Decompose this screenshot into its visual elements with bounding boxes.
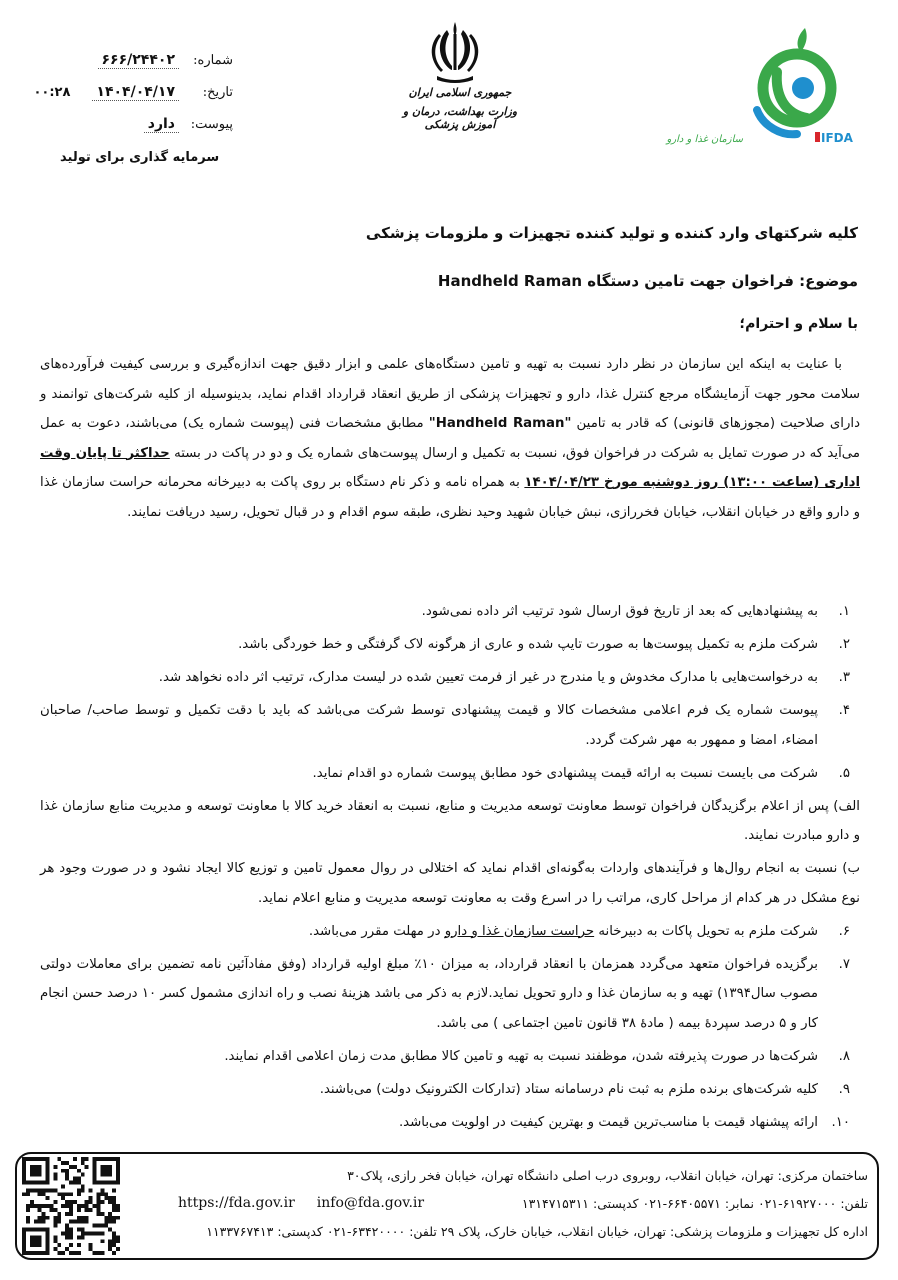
list-item: ۱۰. ارائه پیشنهاد قیمت با مناسب‌ترین قیمت و بهترین کیفیت در اولویت می‌باشد.	[398, 1114, 850, 1130]
device-name: "Handheld Raman"	[428, 416, 572, 431]
fda-logo-text: سازمان غذا و دارو	[666, 134, 743, 145]
conditions-list	[40, 597, 860, 1141]
list-item: ۹. کلیه شرکت‌های برنده ملزم به ثبت نام درسامانه ستاد (تدارکات الکترونیک دولت) می‌باشند.	[319, 1081, 850, 1097]
list-item: ۷. برگزیده فراخوان متعهد می‌گردد همزمان با انعقاد قرارداد، به میزان ۱۰٪ مبلغ اولیه قرارداد (وفق مفادآئین نامه تضمین برای معاملات دولتی مصوب سال۱۳۹۴) تهیه و به سازمان غذا و دارو تحویل نماید.لازم به ذکر می باشد هزینهٔ نصب و راه اندازی مشمول کسر ۱۰ درصد حسن انجام کار و ۵ درصد سپردهٔ بیمه ( مادهٔ ۳۸ قانون تامین اجتماعی ) می باشد.	[40, 956, 850, 1031]
ministry-title	[385, 86, 535, 131]
subject-line: موضوع: فراخوان جهت تامین دستگاه Handheld Raman	[437, 272, 858, 290]
ministry-line-1: جمهوری اسلامی ایران	[408, 86, 512, 99]
security-office: حراست سازمان غذا و دارو	[444, 923, 595, 939]
list-item: ۸. شرکت‌ها در صورت پذیرفته شدن، موظفند نسبت به تهیه و تامین کالا مطابق مدت زمان اعلامی اقدام نمایند.	[224, 1048, 850, 1064]
email-link[interactable]: info@fda.gov.ir	[316, 1195, 425, 1211]
list-item: ۶. شرکت ملزم به تحویل پاکات به دبیرخانه حراست سازمان غذا و دارو در مهلت مقرر می‌باشد.	[308, 923, 850, 939]
attachment-value: دارد	[144, 116, 179, 133]
date-value: ۱۴۰۴/۰۴/۱۷	[92, 84, 179, 101]
sub-item-a: الف) پس از اعلام برگزیدگان فراخوان توسط معاونت توسعه مدیریت و منابع، نسبت به انعقاد خرید کالا با معاونت توسعه و مدیریت منابع سازمان غذا و دارو مبادرت نمایند.	[40, 798, 860, 843]
addressee: کلیه شرکتهای وارد کننده و تولید کننده تجهیزات و ملزومات پزشکی	[365, 224, 858, 242]
main-paragraph	[40, 350, 860, 527]
deadline: حداکثر تا پایان وقت اداری (ساعت ۱۳:۰۰) روز دوشنبه مورخ ۱۴۰۴/۰۴/۲۳	[40, 445, 861, 490]
fda-logo	[666, 22, 860, 152]
sub-item-b: ب) نسبت به انجام روال‌ها و فرآیندهای واردات به‌گونه‌ای اقدام نماید که اختلالی در روال معمول تامین و توزیع کالا ایجاد نشود و در صورت وجود هر نوع مشکل در هر کدام از مراحل کاری، مراتب را در اسرع وقت به معاونت توسعه مدیریت و منابع اعلام نماید.	[40, 861, 860, 906]
number-row	[0, 52, 235, 84]
letter-meta	[0, 52, 235, 148]
para-part-2: مطابق مشخصات فنی (پیوست شماره یک) می‌باشند، دعوت به عمل می‌آید که در صورت تمایل به شرکت در فراخوان فوق، نسبت به تکمیل و ارسال پیوست‌های شماره یک و دو در پاکت در بسته	[40, 416, 860, 461]
footer-office: اداره کل تجهیزات و ملزومات پزشکی: تهران، خیابان انقلاب، خیابان خارک، پلاک ۲۹ تلفن: ۶۳۴۲۰۰۰۰-۰۲۱ کدپستی: ۱۱۳۳۷۶۷۴۱۳	[206, 1224, 868, 1239]
para-part-1: با عنایت به اینکه این سازمان در نظر دارد نسبت به تهیه و تامین دستگاه‌های علمی و ابزار دقیق جهت اندازه‌گیری و بررسی کیفیت فرآورده‌های سلامت محور جهت آزمایشگاه مرجع کنترل غذا، دارو و تجهیزات پزشکی از طریق انعقاد قرارداد اقدام نماید، بدینوسیله از کلیه شرکت‌های توانمند و دارای صلاحیت (مجوزهای قانونی) که قادر به تامین	[40, 357, 860, 431]
date-label: تاریخ:	[202, 85, 233, 100]
qr-code-icon[interactable]	[22, 1157, 120, 1255]
attachment-label: پیوست:	[190, 117, 233, 132]
list-item: ۳. به درخواست‌هایی با مدارک مخدوش و یا مندرج در غیر از فرمت تعیین شده در لیست مدارک، ترتیب اثر داده نخواهد شد.	[158, 670, 850, 685]
ministry-line-2: وزارت بهداشت، درمان و آموزش پزشکی	[402, 105, 518, 131]
salutation: با سلام و احترام؛	[739, 316, 858, 332]
attachment-row	[0, 116, 235, 148]
list-item: ۲. شرکت ملزم به تکمیل پیوست‌ها به صورت تایپ شده و عاری از هرگونه لاک گرفتگی و خط خوردگی باشد.	[238, 637, 850, 652]
list-item: ۱. به پیشنهادهایی که بعد از تاریخ فوق ارسال شود ترتیب اثر داده نمی‌شود.	[421, 604, 850, 619]
list-item: ۵. شرکت می بایست نسبت به ارائه قیمت پیشنهادی خود مطابق پیوست شماره دو اقدام نماید.	[312, 765, 850, 781]
para-part-3: به همراه نامه و ذکر نام دستگاه بر روی پاکت به دبیرخانه محرمانه حراست سازمان غذا و دارو واقع در خیابان انقلاب، خیابان فخررازی، نبش خیابان شهید وحید نظری، طبقه سوم اقدام و در قبال تحویل، رسید دریافت نمایند.	[40, 475, 860, 520]
fda-logo-abbr: IFDA	[821, 131, 853, 145]
number-value: ۶۶۶/۲۴۴۰۲	[98, 52, 179, 69]
time-value: ۰۰:۲۸	[33, 85, 71, 100]
footer-web	[178, 1195, 446, 1211]
footer-phones: تلفن: ۶۱۹۲۷۰۰۰-۰۲۱ نمابر: ۶۶۴۰۵۵۷۱-۰۲۱ کدپستی: ۱۳۱۴۷۱۵۳۱۱	[521, 1196, 868, 1211]
date-row	[0, 84, 235, 116]
year-slogan: سرمایه گذاری برای تولید	[60, 150, 220, 165]
website-link[interactable]: https://fda.gov.ir	[178, 1195, 295, 1211]
iran-emblem-icon	[425, 20, 485, 86]
list-item: ۴. پیوست شماره یک فرم اعلامی مشخصات کالا و قیمت پیشنهادی توسط شرکت می‌باشد که باید با دقت تکمیل و توسط صاحب/ صاحبان امضاء، امضا و ممهور به مهر شرکت گردد.	[40, 703, 850, 748]
footer-address: ساختمان مرکزی: تهران، خیابان انقلاب، روبروی درب اصلی دانشگاه تهران، خیابان فخر رازی، پلاک۳۰	[347, 1168, 868, 1183]
number-label: شماره:	[193, 53, 233, 68]
